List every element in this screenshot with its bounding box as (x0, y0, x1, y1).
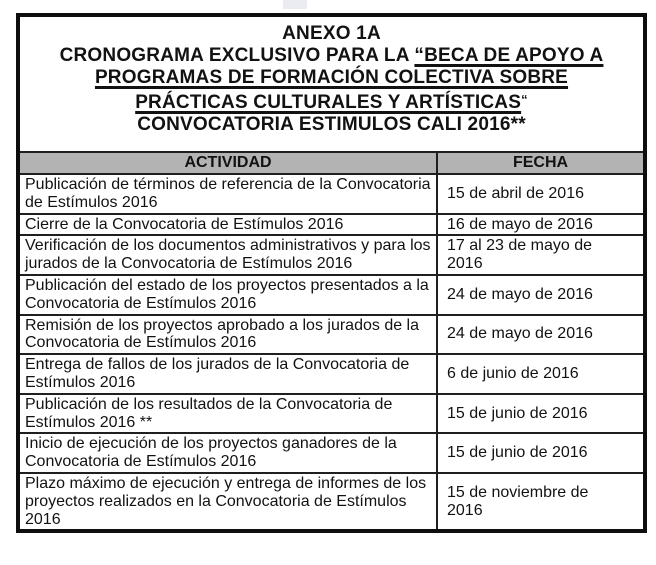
title-programas-underlined: PROGRAMAS DE FORMACIÓN COLECTIVA SOBRE (94, 67, 569, 88)
title-closing-quote: “ (521, 92, 528, 107)
document-frame (16, 13, 647, 533)
title-convocatoria-text: CONVOCATORIA ESTIMULOS CALI 2016** (137, 114, 526, 135)
table-header-row (20, 152, 643, 174)
table-row (20, 433, 643, 473)
date-cell: 16 de mayo de 2016 (437, 214, 643, 236)
date-cell: 15 de junio de 2016 (437, 433, 643, 473)
table-row (20, 174, 643, 214)
activity-cell: Entrega de fallos de los jurados de la Convocatoria de Estímulos 2016 (20, 354, 437, 394)
date-cell: 15 de noviembre de 2016 (437, 473, 643, 529)
column-header-actividad: ACTIVIDAD (20, 152, 437, 174)
date-cell: 15 de junio de 2016 (437, 394, 643, 434)
table-row (20, 394, 643, 434)
title-line-programas (20, 67, 643, 89)
table-row (20, 354, 643, 394)
table-row (20, 473, 643, 529)
title-anexo-text: ANEXO 1A (282, 23, 381, 44)
activity-cell: Publicación del estado de los proyectos presentados a la Convocatoria de Estímulos 2016 (20, 275, 437, 315)
title-practicas-underlined: PRÁCTICAS CULTURALES Y ARTÍSTICAS (135, 92, 522, 113)
document-title (20, 17, 643, 151)
title-line-practicas (20, 89, 643, 114)
activity-cell: Remisión de los proyectos aprobado a los jurados de la Convocatoria de Estímulos 2016 (20, 315, 437, 355)
schedule-table (20, 151, 643, 529)
table-row (20, 235, 643, 275)
title-line-convocatoria (20, 114, 643, 136)
date-cell: 24 de mayo de 2016 (437, 315, 643, 355)
scan-artifact-mark (283, 0, 307, 9)
column-header-fecha: FECHA (437, 152, 643, 174)
activity-cell: Verificación de los documentos administrativos y para los jurados de la Convocatoria de Estímulos 2016 (20, 235, 437, 275)
title-beca-underlined: “BECA DE APOYO A (414, 45, 604, 66)
date-cell: 24 de mayo de 2016 (437, 275, 643, 315)
title-cronograma-text: CRONOGRAMA EXCLUSIVO PARA LA (59, 45, 415, 66)
title-line-cronograma (20, 45, 643, 67)
table-row (20, 214, 643, 236)
date-cell: 6 de junio de 2016 (437, 354, 643, 394)
activity-cell: Cierre de la Convocatoria de Estímulos 2016 (20, 214, 437, 236)
date-cell: 15 de abril de 2016 (437, 174, 643, 214)
table-row (20, 275, 643, 315)
date-cell: 17 al 23 de mayo de 2016 (437, 235, 643, 275)
activity-cell: Inicio de ejecución de los proyectos ganadores de la Convocatoria de Estímulos 2016 (20, 433, 437, 473)
activity-cell: Publicación de los resultados de la Convocatoria de Estímulos 2016 ** (20, 394, 437, 434)
title-line-anexo (20, 23, 643, 45)
table-row (20, 315, 643, 355)
activity-cell: Publicación de términos de referencia de la Convocatoria de Estímulos 2016 (20, 174, 437, 214)
activity-cell: Plazo máximo de ejecución y entrega de informes de los proyectos realizados en la Convocatoria de Estímulos 2016 (20, 473, 437, 529)
